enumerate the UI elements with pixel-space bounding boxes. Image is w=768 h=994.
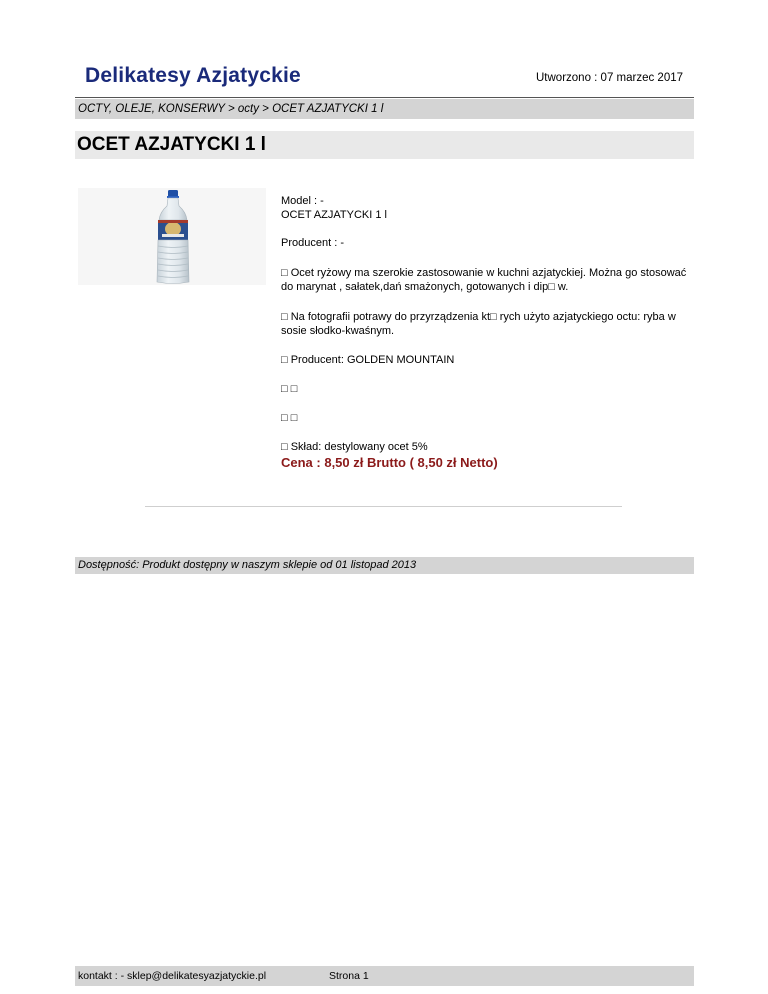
breadcrumb: OCTY, OLEJE, KONSERWY > octy > OCET AZJATYCKI 1 l (75, 99, 694, 119)
footer-contact: kontakt : - sklep@delikatesyazjatyckie.pl (78, 970, 267, 982)
model-label: Model : - (281, 195, 324, 207)
description-paragraph-4: □ □ (281, 383, 298, 395)
product-details (281, 194, 701, 472)
footer-page-number: Strona 1 (329, 970, 369, 982)
availability-bar: Dostępność: Produkt dostępny w naszym sklepie od 01 listopad 2013 (75, 557, 694, 574)
description-paragraph-5: □ □ (281, 412, 298, 424)
model-name: OCET AZJATYCKI 1 l (281, 209, 387, 221)
content-divider (145, 506, 622, 507)
product-title: OCET AZJATYCKI 1 l (75, 131, 694, 159)
vinegar-bottle-image (78, 188, 266, 285)
price: Cena : 8,50 zł Brutto ( 8,50 zł Netto) (281, 455, 498, 470)
created-date: Utworzono : 07 marzec 2017 (536, 72, 684, 84)
producer-label: Producent : - (281, 237, 344, 249)
description-paragraph-3: □ Producent: GOLDEN MOUNTAIN (281, 354, 455, 366)
header-divider (75, 97, 694, 98)
footer (75, 966, 694, 986)
description-paragraph-6: □ Skład: destylowany ocet 5% (281, 441, 428, 453)
description-paragraph-2: □ Na fotografii potrawy do przyrządzenia kt□ rych użyto azjatyckiego octu: ryba w sosie słodko-kwaśnym. (281, 311, 676, 337)
description-paragraph-1: □ Ocet ryżowy ma szerokie zastosowanie w kuchni azjatyckiej. Można go stosować do marynat , sałatek,dań smażonych, gotowanych i dip□ w. (281, 267, 687, 293)
store-title: Delikatesy Azjatyckie (85, 64, 301, 87)
product-image (78, 188, 266, 285)
